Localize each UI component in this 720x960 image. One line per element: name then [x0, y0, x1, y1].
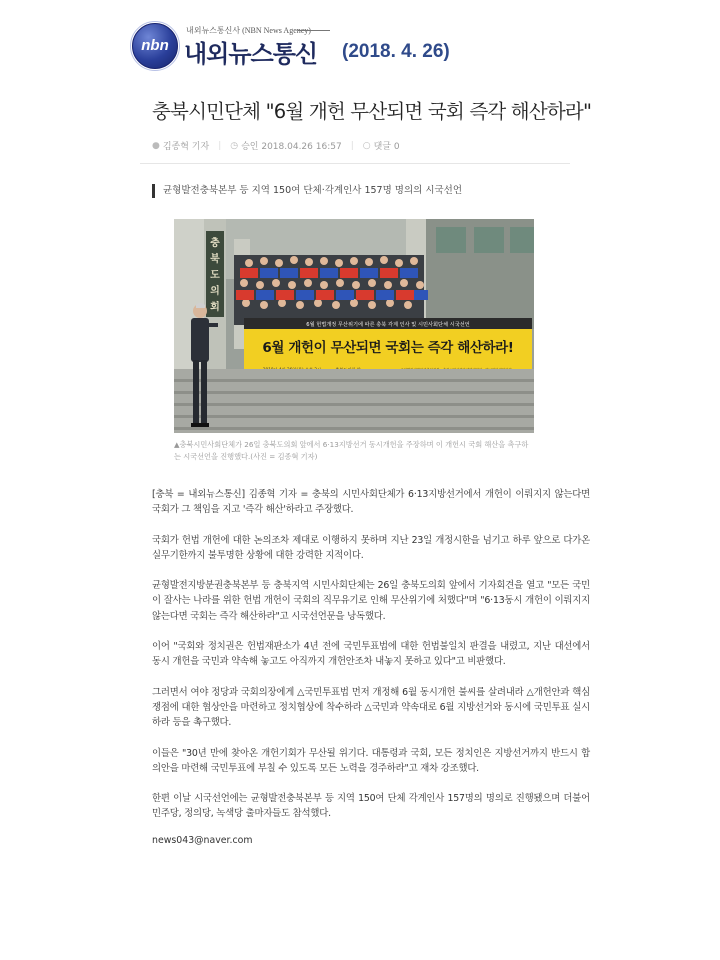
- article-paragraph: 한편 이날 시국선언에는 균형발전충북본부 등 지역 150여 단체 각계인사 157명의 명의로 진행됐으며 더불어민주당, 정의당, 녹색당 출마자들도 참석했다.: [152, 793, 590, 820]
- agency-divider: [298, 30, 330, 31]
- author-name[interactable]: 김종혁 기자: [162, 142, 210, 152]
- article-meta: [152, 139, 400, 152]
- agency-subtitle: 내외뉴스통신사 (NBN News Agency): [186, 26, 311, 35]
- crowd: [234, 255, 428, 325]
- building-sign-char: 북: [210, 254, 220, 265]
- building-sign-char: 회: [210, 302, 220, 313]
- article-paragraph: 이어 "국회와 정치권은 헌법재판소가 4년 전에 국민투표법에 대한 헌법불일치 판결을 내렸고, 지난 대선에서 동시 개헌을 국민과 약속해 놓고도 아직까지 개헌안조차 내놓지 못하고 있다"고 비판했다.: [152, 641, 590, 668]
- comment-count[interactable]: 댓글 0: [373, 142, 400, 152]
- article-subheadline: 균형발전충북본부 등 지역 150여 단체·각계인사 157명 명의의 시국선언: [152, 184, 462, 198]
- meta-separator: |: [218, 140, 222, 151]
- article-paragraph: [충북 = 내외뉴스통신] 김종혁 기자 = 충북의 시민사회단체가 6·13지방선거에서 개헌이 이뤄지지 않는다면 국회가 그 책임을 지고 '즉각 해산'하라고 주장했다.: [152, 489, 590, 516]
- banner-main-text: 6월 개헌이 무산되면 국회는 즉각 해산하라!: [262, 340, 514, 356]
- article-paragraph: 균형발전지방분권충북본부 등 충북지역 시민사회단체는 26일 충북도의회 앞에서 기자회견을 열고 "모든 국민이 잘사는 나라를 위한 헌법 개헌이 국회의 직무유기로 인해 무산위기에 처했다"며 "6·13동시 개헌이 이뤄지지 않는다면 국회는 즉각 해산하라"고 시국선언문을 낭독했다.: [152, 580, 590, 622]
- logo-text: nbn: [141, 37, 169, 54]
- nbn-logo-icon[interactable]: [132, 23, 178, 69]
- header-divider: [140, 163, 570, 164]
- building-sign-char: 의: [210, 286, 220, 297]
- approval-time: 승인 2018.04.26 16:57: [241, 142, 342, 152]
- article-paragraph: 그러면서 여야 정당과 국회의장에게 △국민투표법 먼저 개정해 6월 동시개헌 불씨를 살려내라 △개헌안과 핵심쟁점에 대한 협상안을 마련하고 정치협상에 착수하라 △국민과 약속대로 6월 지방선거와 동시에 국민투표 실시하라 등을 촉구했다.: [152, 686, 590, 729]
- meta-separator: |: [350, 140, 354, 151]
- agency-name[interactable]: 내외뉴스통신: [184, 40, 318, 68]
- article-photo[interactable]: [174, 219, 534, 433]
- stairs: [174, 369, 534, 433]
- article-paragraph: 이들은 "30년 만에 찾아온 개헌기회가 무산될 위기다. 대통령과 국회, 모든 정치인은 지방선거까지 반드시 합의안을 마련해 국민투표에 부칠 수 있도록 모든 노력을 경주하라"고 재차 강조했다.: [152, 747, 590, 774]
- article-body: [152, 487, 590, 846]
- photo-caption: ▲충북시민사회단체가 26일 충북도의회 앞에서 6·13지방선거 동시개헌을 주장하며 이 개헌시 국회 해산을 촉구하는 시국선언을 진행했다.(사진 = 김종혁 기자): [174, 440, 529, 461]
- banner-top-text: 6월 헌법개정 무산위기에 따른 충북 각계 인사 및 시민사회단체 시국선언: [306, 322, 470, 328]
- building-sign-char: 도: [210, 270, 220, 281]
- clock-icon: ◷: [230, 140, 239, 151]
- masthead-date: (2018. 4. 26): [342, 41, 450, 62]
- comment-icon: ○: [362, 140, 371, 151]
- building-sign-char: 충: [210, 238, 220, 249]
- article-headline: 충북시민단체 "6월 개헌 무산되면 국회 즉각 해산하라": [152, 100, 592, 123]
- masthead: [130, 20, 570, 76]
- user-icon: ●: [152, 140, 160, 151]
- reporter-email[interactable]: news043@naver.com: [152, 834, 253, 846]
- article-paragraph: 국회가 헌법 개헌에 대한 논의조차 제대로 이행하지 못하며 지난 23일 개정시한을 넘기고 하루 앞으로 다가온 실무기한까지 불투명한 상황에 대한 강력한 지적이다.: [152, 534, 590, 561]
